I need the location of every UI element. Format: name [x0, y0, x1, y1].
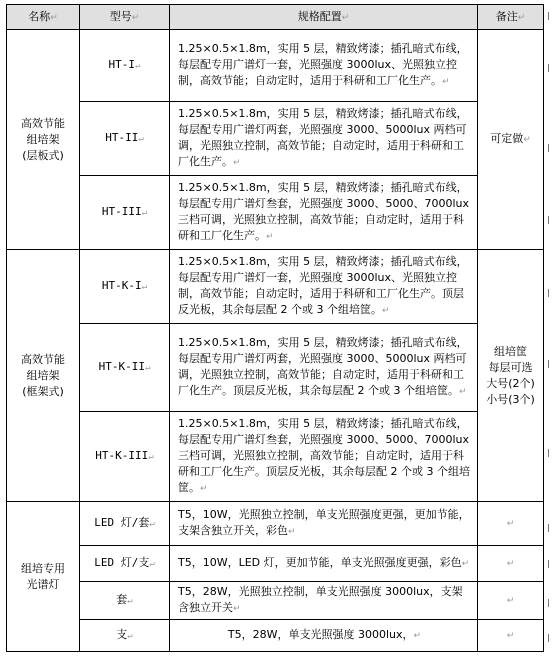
table-row [7, 582, 544, 620]
model-cell: 支↵ [80, 620, 170, 652]
category-line: (层板式) [22, 148, 64, 162]
config-cell: T5，10W，LED 灯，更加节能，单支光照强度更强，彩色↵ [170, 546, 478, 582]
header-name-text: 名称 [28, 9, 51, 23]
header-remark [478, 5, 544, 30]
row-end-marker [548, 599, 554, 607]
header-remark-text: 备注 [495, 9, 518, 23]
config-cell: 1.25×0.5×1.8m，实用 5 层，精致烤漆；插孔暗式布线，每层配专用广谱灯叁套，光照强度 3000、5000、7000lux 三档可调，光照独立控制，高效节能；自动定时，适用于科研和工厂化生产。↵ [170, 176, 478, 250]
paragraph-mark: ↵ [131, 12, 140, 23]
row-end-marker [548, 360, 554, 368]
table-row [7, 324, 544, 412]
category-cell [7, 502, 80, 652]
category-cell [7, 30, 80, 250]
remark-line: 每层可选 [488, 360, 533, 374]
config-cell: T5，10W，光照独立控制，单支光照强度更强，更加节能，支架含独立开关，彩色↵ [170, 502, 478, 546]
row-end-marker [548, 216, 554, 224]
row-end-marker [548, 64, 554, 72]
category-line: (框架式) [22, 384, 64, 398]
category-line: 组培架 [26, 132, 60, 146]
paragraph-mark: ↵ [50, 12, 58, 23]
header-name [7, 5, 80, 30]
remark-line: 大号(2个) [486, 376, 535, 390]
row-end-marker [548, 289, 554, 297]
remark-cell: 可定做↵ [478, 30, 544, 250]
header-row [7, 5, 544, 30]
model-cell: HT-K-I↵ [80, 250, 170, 324]
table-row [7, 412, 544, 502]
config-cell: 1.25×0.5×1.8m，实用 5 层，精致烤漆；插孔暗式布线，每层配专用广谱灯一套，光照强度 3000lux、光照独立控制，高效节能；自动定时，适用于科研和工厂化生产。顶层反光板，其余每层配 2 个或 3 个组培筐。↵ [170, 250, 478, 324]
header-model [80, 5, 170, 30]
model-cell: HT-K-III↵ [80, 412, 170, 502]
remark-cell: ↵ [478, 582, 544, 620]
config-cell: 1.25×0.5×1.8m，实用 5 层，精致烤漆；插孔暗式布线，每层配专用广谱灯叁套，光照强度 3000、5000、7000lux 三档可调，光照独立控制，高效节能；自动定时，适用于科研和工厂化生产。顶层反光板，其余每层配 2 个或 3 个组培筐。↵ [170, 412, 478, 502]
table-row [7, 30, 544, 102]
remark-line: 小号(3个) [486, 392, 535, 406]
remark-line: 组培筐 [494, 344, 527, 358]
category-line: 高效节能 [21, 352, 65, 366]
header-config [170, 5, 478, 30]
row-end-marker [548, 634, 554, 642]
table-row [7, 546, 544, 582]
category-line: 光谱灯 [26, 577, 60, 591]
table-row [7, 620, 544, 652]
row-end-marker [548, 560, 554, 568]
table-row [7, 250, 544, 324]
table-row [7, 102, 544, 176]
model-cell: HT-I↵ [80, 30, 170, 102]
config-cell: 1.25×0.5×1.8m，实用 5 层，精致烤漆；插孔暗式布线，每层配专用广谱灯两套，光照强度 3000、5000lux 两档可调，光照独立控制，高效节能；自动定时，适用于科研和工厂化生产。↵ [170, 102, 478, 176]
model-cell: HT-K-II↵ [80, 324, 170, 412]
category-cell [7, 250, 80, 502]
header-model-text: 型号 [109, 9, 132, 23]
model-cell: 套↵ [80, 582, 170, 620]
row-end-marker [548, 144, 554, 152]
category-line: 组培专用 [21, 561, 65, 575]
spec-table [6, 4, 544, 652]
config-cell: T5，28W，光照独立控制，单支光照强度 3000lux，支架含独立开关↵ [170, 582, 478, 620]
config-cell: 1.25×0.5×1.8m，实用 5 层，精致烤漆；插孔暗式布线，每层配专用广谱灯两套，光照强度 3000、5000lux 两档可调，光照独立控制，高效节能；自动定时，适用于科研和工厂化生产。顶层反光板，其余每层配 2 个或 3 个组培筐。↵ [170, 324, 478, 412]
remark-cell: ↵ [478, 502, 544, 546]
row-end-marker [548, 12, 554, 20]
end-of-row-markers [546, 4, 554, 666]
remark-cell: ↵ [478, 546, 544, 582]
model-cell: HT-III↵ [80, 176, 170, 250]
paragraph-mark: ↵ [341, 12, 350, 23]
config-cell: 1.25×0.5×1.8m，实用 5 层，精致烤漆；插孔暗式布线，每层配专用广谱灯一套，光照强度 3000lux、光照独立控制，高效节能；自动定时，适用于科研和工厂化生产。↵ [170, 30, 478, 102]
model-cell: LED 灯/支↵ [80, 546, 170, 582]
header-config-text: 规格配置 [297, 9, 342, 23]
paragraph-mark: ↵ [517, 12, 526, 23]
category-line: 组培架 [26, 368, 60, 382]
row-end-marker [548, 524, 554, 532]
config-cell: T5，28W，单支光照强度 3000lux，↵ [170, 620, 478, 652]
remark-cell [478, 250, 544, 502]
model-cell: HT-II↵ [80, 102, 170, 176]
table-row [7, 176, 544, 250]
model-cell: LED 灯/套↵ [80, 502, 170, 546]
remark-cell: ↵ [478, 620, 544, 652]
row-end-marker [548, 449, 554, 457]
category-line: 高效节能 [21, 116, 65, 130]
table-row [7, 502, 544, 546]
